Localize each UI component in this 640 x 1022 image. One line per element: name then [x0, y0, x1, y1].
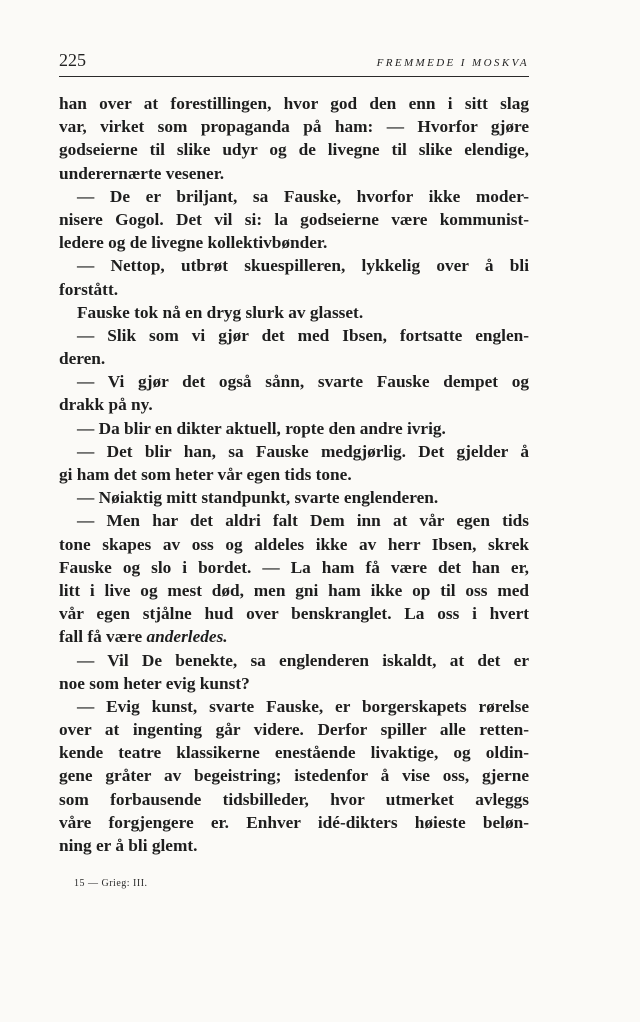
text-line	[59, 579, 529, 602]
text-segment: deren.	[59, 349, 106, 369]
text-segment: ning er å bli glemt.	[59, 836, 198, 855]
text-line	[59, 602, 529, 625]
text-segment: — Nettop, utbrøt skuespilleren, lykkelig over å bli	[77, 256, 529, 276]
text-line	[59, 162, 529, 185]
text-segment: tone skapes av oss og aldeles ikke av herr Ibsen, skrek	[59, 534, 529, 554]
text-segment: nisere Gogol. Det vil si: la godseierne være kommunist-	[59, 209, 529, 229]
text-segment: underernærte vesener.	[59, 163, 225, 183]
text-segment: — Det blir han, sa Fauske medgjørlig. Det gjelder å	[77, 441, 529, 461]
text-line	[59, 533, 529, 556]
text-line	[59, 834, 529, 857]
text-line	[59, 440, 529, 463]
text-segment: kende teatre klassikerne enestående livaktige, og oldin-	[59, 743, 529, 763]
text-line	[59, 509, 529, 532]
text-segment: — Slik som vi gjør det med Ibsen, fortsatte englen-	[77, 325, 529, 345]
text-segment: forstått.	[59, 279, 119, 299]
text-line	[59, 254, 529, 277]
text-line	[59, 463, 529, 486]
text-segment: fall få være	[59, 627, 147, 647]
text-segment: godseierne til slike udyr og de livegne til slike elendige,	[59, 140, 529, 160]
text-line	[59, 231, 529, 254]
text-segment: drakk på ny.	[59, 395, 153, 415]
text-line	[59, 417, 529, 440]
text-line	[59, 695, 529, 718]
text-line	[59, 718, 529, 741]
text-segment: — Vil De benekte, sa englenderen iskaldt, at det er	[77, 650, 529, 670]
text-segment: — De er briljant, sa Fauske, hvorfor ikke moder-	[77, 186, 529, 206]
text-segment: ledere og de livegne kollektivbønder.	[59, 233, 328, 253]
text-line	[59, 556, 529, 579]
text-line	[59, 788, 529, 811]
text-line	[59, 347, 529, 370]
text-line	[59, 672, 529, 695]
text-line	[59, 115, 529, 138]
text-line	[59, 278, 529, 301]
text-line	[59, 138, 529, 161]
body-text	[59, 92, 529, 857]
text-line	[59, 764, 529, 787]
text-segment: Fauske tok nå en dryg slurk av glasset.	[77, 302, 364, 322]
text-line	[59, 324, 529, 347]
page-header	[59, 50, 529, 76]
text-segment: — Vi gjør det også sånn, svarte Fauske dempet og	[77, 372, 529, 392]
text-segment: over at ingenting går videre. Derfor spiller alle retten-	[59, 720, 529, 740]
text-line	[59, 185, 529, 208]
text-segment: — Nøiaktig mitt standpunkt, svarte englenderen.	[77, 488, 439, 508]
text-line	[59, 92, 529, 115]
text-segment: var, virket som propaganda på ham: — Hvorfor gjøre	[59, 117, 529, 137]
text-segment: vår egen stjålne hud over benskranglet. La oss i hvert	[59, 604, 529, 624]
text-line	[59, 741, 529, 764]
text-segment: våre forgjengere er. Enhver idé-dikters høieste beløn-	[59, 812, 529, 832]
text-segment: Fauske og slo i bordet. — La ham få være det han er,	[59, 557, 529, 577]
running-head: FREMMEDE I MOSKVA	[376, 57, 529, 69]
italic-text: anderledes.	[146, 627, 228, 647]
text-line	[59, 393, 529, 416]
text-segment: noe som heter evig kunst?	[59, 673, 250, 693]
header-rule	[59, 76, 529, 77]
printer-signature: 15 — Grieg: III.	[74, 878, 148, 889]
text-segment: — Evig kunst, svarte Fauske, er borgerskapets rørelse	[77, 696, 529, 716]
text-segment: gi ham det som heter vår egen tids tone.	[59, 465, 352, 484]
text-segment: litt i live og mest død, men gni ham ikke op til oss med	[59, 580, 529, 600]
text-line	[59, 208, 529, 231]
page-number: 225	[59, 50, 86, 70]
text-line	[59, 625, 529, 648]
text-segment: — Da blir en dikter aktuell, ropte den andre ivrig.	[77, 418, 446, 438]
text-segment: gene gråter av begeistring; istedenfor å vise oss, gjerne	[59, 766, 529, 786]
text-segment: — Men har det aldri falt Dem inn at vår egen tids	[77, 511, 529, 531]
text-segment: han over at forestillingen, hvor god den enn i sitt slag	[59, 94, 529, 113]
text-line	[59, 649, 529, 672]
text-line	[59, 370, 529, 393]
text-segment: som forbausende tidsbilleder, hvor utmerket avleggs	[59, 789, 529, 809]
text-line	[59, 486, 529, 509]
text-line	[59, 811, 529, 834]
text-line	[59, 301, 529, 324]
